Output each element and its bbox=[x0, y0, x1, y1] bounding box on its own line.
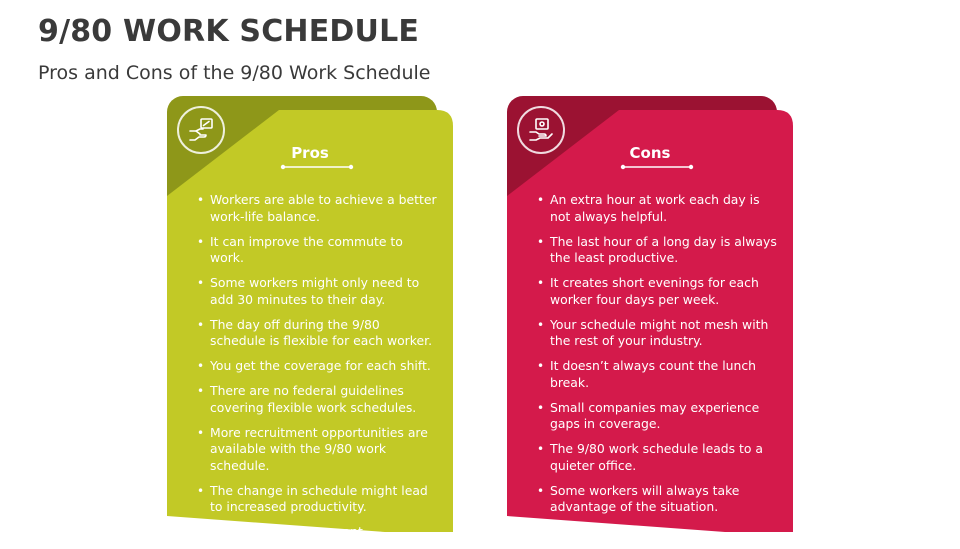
cons-item: • The last hour of a long day is always the least productive. bbox=[537, 234, 777, 267]
cons-item: • It creates short evenings for each worker four days per week. bbox=[537, 275, 777, 308]
page-subtitle: Pros and Cons of the 9/80 Work Schedule bbox=[38, 62, 431, 84]
cons-item: • The 9/80 work schedule leads to a quieter office. bbox=[537, 441, 777, 474]
cons-item: • Your schedule might not mesh with the rest of your industry. bbox=[537, 317, 777, 350]
cons-heading: Cons bbox=[629, 144, 671, 162]
pros-item: • You get the coverage for each shift. bbox=[197, 358, 437, 375]
pros-item: • The day off during the 9/80 schedule is flexible for each worker. bbox=[197, 317, 437, 350]
pros-item: • There are no federal guidelines covering flexible work schedules. bbox=[197, 383, 437, 416]
pros-item: • More recruitment opportunities are available with the 9/80 work schedule. bbox=[197, 425, 437, 475]
cons-card bbox=[507, 96, 793, 532]
cons-heading-rule bbox=[620, 163, 694, 171]
cons-item: • It doesn’t always count the lunch break. bbox=[537, 358, 777, 391]
cons-item: • Some workers will always take advantage of the situation. bbox=[537, 483, 777, 516]
cons-item: • An extra hour at work each day is not always helpful. bbox=[537, 192, 777, 225]
pros-item: • Some workers might only need to add 30 minutes to their day. bbox=[197, 275, 437, 308]
page-title: 9/80 WORK SCHEDULE bbox=[38, 14, 420, 49]
pros-heading-rule bbox=[280, 163, 354, 171]
pros-item: • Workers are able to achieve a better work-life balance. bbox=[197, 192, 437, 225]
pros-item: • The change in schedule might lead to increased productivity. bbox=[197, 483, 437, 516]
pros-list bbox=[197, 192, 437, 549]
cons-list bbox=[537, 192, 777, 524]
cons-item: • Small companies may experience gaps in coverage. bbox=[537, 400, 777, 433]
pros-heading: Pros bbox=[291, 144, 329, 162]
pros-card bbox=[167, 96, 453, 539]
pros-item: • It can improve the commute to work. bbox=[197, 234, 437, 267]
pros-item: • It helps the environment. bbox=[197, 524, 437, 541]
